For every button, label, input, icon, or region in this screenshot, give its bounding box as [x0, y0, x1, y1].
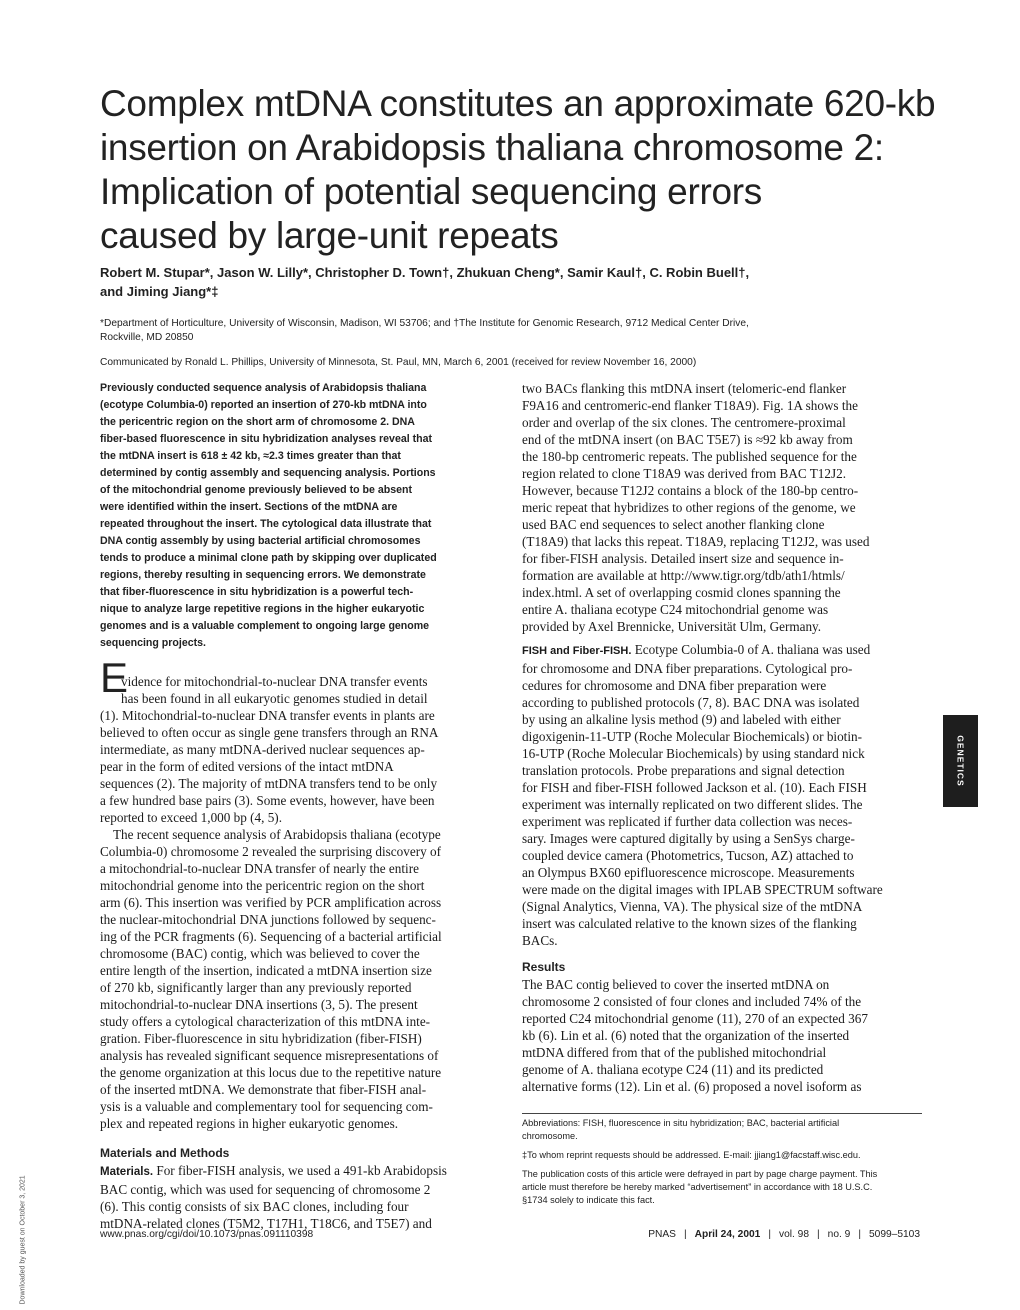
section-tab-label: GENETICS: [955, 735, 966, 787]
author-line: Robert M. Stupar*, Jason W. Lilly*, Christopher D. Town†, Zhukuan Cheng*, Samir Kaul†, C. Robin Buell†,: [100, 265, 750, 280]
abstract-line: regions, thereby resulting in sequencing errors. We demonstrate: [100, 569, 426, 581]
right-column: [522, 380, 922, 1095]
page-range: 5099–5103: [869, 1229, 920, 1240]
intro-line: (1). Mitochondrial-to-nuclear DNA transfer events in plants are: [100, 708, 435, 723]
fish-line: experiment was replicated if further data collection was neces-: [522, 814, 853, 829]
materials-line: end of the mtDNA insert (on BAC T5E7) is ≈92 kb away from: [522, 432, 853, 447]
materials-label: Materials.: [100, 1166, 154, 1178]
intro-line: mitochondrial genome into the pericentric region on the short: [100, 878, 425, 893]
results-line: chromosome 2 consisted of four clones and included 74% of the: [522, 994, 862, 1009]
abstract-line: determined by contig assembly and sequencing analysis. Portions: [100, 467, 436, 479]
results-paragraph: [522, 976, 922, 1095]
footnote-rule: [522, 1113, 922, 1114]
abstract-line: sequencing projects.: [100, 637, 206, 649]
fish-line: an Olympus BX60 epifluorescence microscope. Measurements: [522, 865, 855, 880]
title-line: Complex mtDNA constitutes an approximate 620-kb: [100, 83, 936, 124]
journal-footer: PNAS | April 24, 2001 | vol. 98 | no. 9 | 5099–5103: [648, 1229, 920, 1240]
footnotes: [522, 1117, 922, 1207]
intro-line: vidence for mitochondrial-to-nuclear DNA transfer events: [121, 674, 428, 689]
intro-line: pear in the form of edited versions of the intact mtDNA: [100, 759, 394, 774]
fish-line: coupled device camera (Photometrics, Tucson, AZ) attached to: [522, 848, 854, 863]
intro-line: arm (6). This insertion was verified by PCR amplification across: [100, 895, 442, 910]
abstract-line: fiber-based fluorescence in situ hybridization analyses reveal that: [100, 433, 433, 445]
materials-continued: [522, 380, 922, 635]
footnote-line: chromosome.: [522, 1131, 578, 1141]
intro-line: plex and repeated regions in higher eukaryotic genomes.: [100, 1116, 399, 1131]
results-line: reported C24 mitochondrial genome (11), 270 of an expected 367: [522, 1011, 868, 1026]
affiliation-line: *Department of Horticulture, University of Wisconsin, Madison, WI 53706; and †The Institute for Genomic Research, 9712 Medical Center Drive,: [100, 318, 749, 329]
title-line: Implication of potential sequencing errors: [100, 171, 763, 212]
abstract-line: genomes and is a valuable complement to ongoing large genome: [100, 620, 430, 632]
communicated-note: Communicated by Ronald L. Phillips, University of Minnesota, St. Paul, MN, March 6, 2001 (received for review November 16, 2000): [100, 357, 697, 368]
footnote-line: Abbreviations: FISH, fluorescence in situ hybridization; BAC, bacterial artificial: [522, 1118, 840, 1128]
intro-line: ysis is a valuable and complementary tool for sequencing com-: [100, 1099, 433, 1114]
results-line: alternative forms (12). Lin et al. (6) proposed a novel isoform as: [522, 1079, 862, 1094]
intro-line: intermediate, as many mtDNA-derived nuclear sequences ap-: [100, 742, 425, 757]
fish-line: digoxigenin-11-UTP (Roche Molecular Biochemicals) or biotin-: [522, 729, 862, 744]
fish-line: cedures for chromosome and DNA fiber preparation were: [522, 678, 827, 693]
intro-line: mitochondrial-to-nuclear DNA insertions (3, 5). The present: [100, 997, 418, 1012]
intro-line: of the inserted mtDNA. We demonstrate that fiber-FISH anal-: [100, 1082, 427, 1097]
abstract-line: DNA contig assembly by using bacterial artificial chromosomes: [100, 535, 421, 547]
materials-first-line: [100, 1162, 500, 1181]
materials-line: used BAC end sequences to select another flanking clone: [522, 517, 825, 532]
materials-text: For fiber-FISH analysis, we used a 491-kb Arabidopsis: [153, 1163, 447, 1178]
footnote-line: The publication costs of this article were defrayed in part by page charge payment. This: [522, 1169, 878, 1179]
abstract-line: nique to analyze large repetitive regions in the higher eukaryotic: [100, 603, 425, 615]
materials-line: mtDNA-related clones (T5M2, T17H1, T18C6, and T5E7) and: [100, 1216, 432, 1231]
intro-line: The recent sequence analysis of Arabidopsis thaliana (ecotype: [100, 827, 441, 842]
fish-line: were made on the digital images with IPLAB SPECTRUM software: [522, 882, 883, 897]
intro-line: a mitochondrial-to-nuclear DNA transfer of nearly the entire: [100, 861, 419, 876]
footnote-line: ‡To whom reprint requests should be addressed. E-mail: jjiang1@facstaff.wisc.edu.: [522, 1150, 861, 1160]
intro-line: believed to often occur as single gene transfers through an RNA: [100, 725, 439, 740]
issue-date: April 24, 2001: [694, 1229, 761, 1240]
materials-line: the 180-bp centromeric repeats. The published sequence for the: [522, 449, 857, 464]
abstract-line: tends to produce a minimal clone path by skipping over duplicated: [100, 552, 437, 564]
intro-line: the nuclear-mitochondrial DNA junctions followed by sequenc-: [100, 912, 436, 927]
materials-line: index.html. A set of overlapping cosmid clones spanning the: [522, 585, 841, 600]
abstract-line: that fiber-fluorescence in situ hybridization is a powerful tech-: [100, 586, 414, 598]
results-line: The BAC contig believed to cover the inserted mtDNA on: [522, 977, 830, 992]
intro-line: sequences (2). The majority of mtDNA transfers tend to be only: [100, 776, 438, 791]
fish-line: experiment was internally replicated on two different slides. The: [522, 797, 863, 812]
materials-line: F9A16 and centromeric-end flanker T18A9). Fig. 1A shows the: [522, 398, 858, 413]
issue-number: no. 9: [827, 1229, 851, 1240]
abstract-line: (ecotype Columbia-0) reported an insertion of 270-kb mtDNA into: [100, 399, 427, 411]
volume: vol. 98: [779, 1229, 810, 1240]
fish-paragraph: [522, 641, 922, 949]
drop-cap: E: [100, 654, 129, 701]
intro-line: ing of the PCR fragments (6). Sequencing of a bacterial artificial: [100, 929, 442, 944]
materials-line: two BACs flanking this mtDNA insert (telomeric-end flanker: [522, 381, 847, 396]
fish-line: (Signal Analytics, Vienna, VA). The physical size of the mtDNA: [522, 899, 863, 914]
intro-line: has been found in all eukaryotic genomes studied in detail: [121, 691, 428, 706]
intro-line: Columbia-0) chromosome 2 revealed the surprising discovery of: [100, 844, 441, 859]
intro-line: a few hundred base pairs (3). Some events, however, have been: [100, 793, 435, 808]
intro-line: entire length of the insertion, indicated a mtDNA insertion size: [100, 963, 432, 978]
affiliation-line: Rockville, MD 20850: [100, 332, 194, 343]
fish-line: by using an alkaline lysis method (9) and labeled with either: [522, 712, 841, 727]
article-title: [100, 82, 936, 258]
fish-line: for FISH and fiber-FISH followed Jackson et al. (10). Each FISH: [522, 780, 867, 795]
abstract-line: the pericentric region on the short arm of chromosome 2. DNA: [100, 416, 415, 428]
fish-line: insert was calculated relative to the known sizes of the flanking: [522, 916, 857, 931]
results-line: mtDNA differed from that of the published mitochondrial: [522, 1045, 827, 1060]
title-line: insertion on Arabidopsis thaliana chromosome 2:: [100, 127, 884, 168]
intro-line: chromosome (BAC) contig, which was believed to cover the: [100, 946, 420, 961]
intro-line: of 270 kb, significantly larger than any previously reported: [100, 980, 412, 995]
journal-name: PNAS: [648, 1229, 676, 1240]
intro-line: gration. Fiber-fluorescence in situ hybridization (fiber-FISH): [100, 1031, 422, 1046]
fish-line: according to published protocols (7, 8). BAC DNA was isolated: [522, 695, 860, 710]
results-line: kb (6). Lin et al. (6) noted that the organization of the inserted: [522, 1028, 850, 1043]
abstract-line: were identified within the insert. Sections of the mtDNA are: [100, 501, 398, 513]
footnote-line: article must therefore be hereby marked “advertisement” in accordance with 18 U.S.C.: [522, 1182, 873, 1192]
materials-line: (6). This contig consists of six BAC clones, including four: [100, 1199, 409, 1214]
materials-line: for fiber-FISH analysis. Detailed insert size and sequence in-: [522, 551, 844, 566]
affiliations: [100, 317, 920, 345]
author-line: and Jiming Jiang*‡: [100, 284, 219, 299]
fish-line: BACs.: [522, 933, 558, 948]
results-line: genome of A. thaliana ecotype C24 (11) and its predicted: [522, 1062, 824, 1077]
download-note: Downloaded by guest on October 3, 2021: [19, 1175, 27, 1305]
materials-line: However, because T12J2 contains a block of the 180-bp centro-: [522, 483, 859, 498]
abstract: [100, 380, 500, 652]
doi-link[interactable]: www.pnas.org/cgi/doi/10.1073/pnas.091110398: [100, 1229, 314, 1240]
intro-line: the genome organization at this locus due to the repetitive nature: [100, 1065, 442, 1080]
materials-line: region related to clone T18A9 was derived from BAC T12J2.: [522, 466, 847, 481]
footnote-line: §1734 solely to indicate this fact.: [522, 1195, 655, 1205]
abstract-line: Previously conducted sequence analysis of Arabidopsis thaliana: [100, 382, 427, 394]
abstract-line: of the mitochondrial genome previously believed to be absent: [100, 484, 412, 496]
materials-line: entire A. thaliana ecotype C24 mitochondrial genome was: [522, 602, 829, 617]
introduction: [100, 673, 500, 1132]
abstract-line: the mtDNA insert is 618 ± 42 kb, ≈2.3 times greater than that: [100, 450, 401, 462]
abstract-line: repeated throughout the insert. The cytological data illustrate that: [100, 518, 432, 530]
fish-line: for chromosome and DNA fiber preparations. Cytological pro-: [522, 661, 853, 676]
materials-line: (T18A9) that lacks this repeat. T18A9, replacing T12J2, was used: [522, 534, 870, 549]
fish-first-line: [522, 641, 922, 660]
materials-line: BAC contig, which was used for sequencing of chromosome 2: [100, 1182, 431, 1197]
left-column: [100, 380, 500, 1232]
intro-line: study offers a cytological characterization of this mtDNA inte-: [100, 1014, 431, 1029]
materials-line: formation are available at http://www.tigr.org/tdb/ath1/htmls/: [522, 568, 845, 583]
materials-line: order and overlap of the six clones. The centromere-proximal: [522, 415, 846, 430]
fish-line: sary. Images were captured digitally by using a SenSys charge-: [522, 831, 855, 846]
materials-paragraph: [100, 1162, 500, 1232]
fish-label: FISH and Fiber-FISH.: [522, 645, 632, 657]
intro-line: reported to exceed 1,000 bp (4, 5).: [100, 810, 282, 825]
author-list: [100, 263, 920, 301]
fish-text: Ecotype Columbia-0 of A. thaliana was used: [631, 642, 871, 657]
methods-heading: Materials and Methods: [100, 1146, 230, 1160]
title-line: caused by large-unit repeats: [100, 215, 559, 256]
fish-line: translation protocols. Probe preparations and signal detection: [522, 763, 845, 778]
fish-line: 16-UTP (Roche Molecular Biochemicals) by using standard nick: [522, 746, 865, 761]
materials-line: meric repeat that hybridizes to other regions of the genome, we: [522, 500, 856, 515]
results-heading: Results: [522, 960, 566, 974]
materials-line: provided by Axel Brennicke, Universität Ulm, Germany.: [522, 619, 822, 634]
intro-line: analysis has revealed significant sequence misrepresentations of: [100, 1048, 439, 1063]
